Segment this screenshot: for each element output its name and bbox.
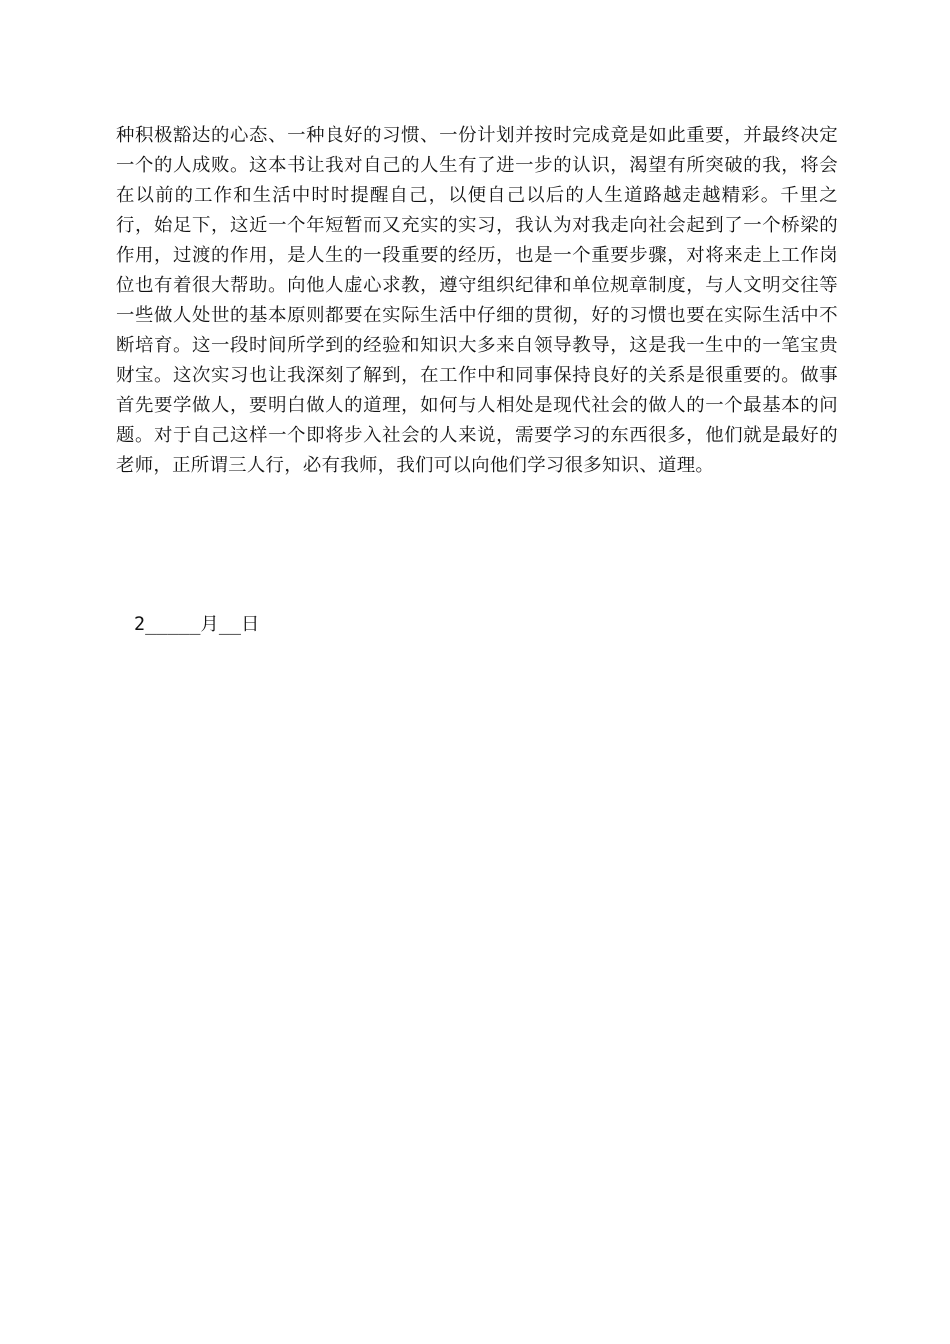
date-line: 2_____月__日 [134, 614, 260, 635]
body-paragraph: 种积极豁达的心态、一种良好的习惯、一份计划并按时完成竟是如此重要，并最终决定一个的人成败。这本书让我对自己的人生有了进一步的认识，渴望有所突破的我，将会在以前的工作和生活中时时提醒自己，以便自己以后的人生道路越走越精彩。千里之行，始足下，这近一个年短暂而又充实的实习，我认为对我走向社会起到了一个桥梁的作用，过渡的作用，是人生的一段重要的经历，也是一个重要步骤，对将来走上工作岗位也有着很大帮助。向他人虚心求教，遵守组织纪律和单位规章制度，与人文明交往等一些做人处世的基本原则都要在实际生活中仔细的贯彻，好的习惯也要在实际生活中不断培育。这一段时间所学到的经验和知识大多来自领导教导，这是我一生中的一笔宝贵财宝。这次实习也让我深刻了解到，在工作中和同事保持良好的关系是很重要的。做事首先要学做人，要明白做人的道理，如何与人相处是现代社会的做人的一个最基本的问题。对于自己这样一个即将步入社会的人来说，需要学习的东西很多，他们就是最好的老师，正所谓三人行，必有我师，我们可以向他们学习很多知识、道理。 [116, 125, 838, 476]
